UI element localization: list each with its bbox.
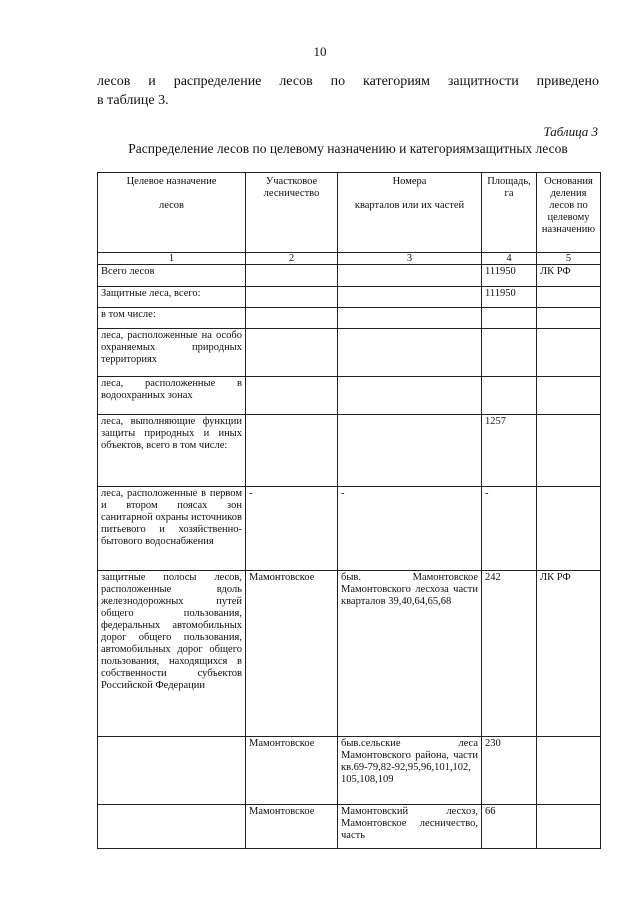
cell-district: Мамонтовское (246, 571, 338, 737)
cell-basis (537, 308, 601, 329)
cell-area: 111950 (482, 265, 537, 287)
header-area: Площадь, га (482, 173, 537, 253)
cell-purpose: Защитные леса, всего: (98, 287, 246, 308)
cell-district (246, 329, 338, 377)
table-caption: Таблица 3 (543, 124, 598, 139)
table-header-row (98, 173, 601, 253)
cell-purpose (98, 805, 246, 849)
table-row (98, 329, 601, 377)
cell-district (246, 265, 338, 287)
table-row (98, 415, 601, 487)
cell-purpose: защитные полосы лесов, расположенные вдоль железнодорожных путей общего пользования, федеральных автомобильных дорог общего пользования, автомобильных дорог общего пользования, находящихся в собственности субъектов Российской Федерации (98, 571, 246, 737)
cell-quarters: Мамонтовский лесхоз, Мамонтовское лесничество, часть (338, 805, 482, 849)
cell-basis (537, 487, 601, 571)
cell-district: Мамонтовское (246, 805, 338, 849)
forest-distribution-table (97, 172, 601, 849)
cell-basis (537, 805, 601, 849)
table-row (98, 737, 601, 805)
table-row (98, 805, 601, 849)
cell-quarters (338, 287, 482, 308)
cell-basis (537, 377, 601, 415)
cell-purpose: леса, расположенные в водоохранных зонах (98, 377, 246, 415)
cell-area: 230 (482, 737, 537, 805)
cell-purpose (98, 737, 246, 805)
cell-basis (537, 329, 601, 377)
cell-quarters: быв.сельские леса Мамонтовского района, части кв.69-79,82-92,95,96,101,102, 105,108,109 (338, 737, 482, 805)
cell-district (246, 308, 338, 329)
cell-quarters: - (338, 487, 482, 571)
cell-basis: ЛК РФ (537, 571, 601, 737)
table-row (98, 287, 601, 308)
col-number: 3 (338, 253, 482, 265)
cell-quarters: быв. Мамонтовское Мамонтовского лесхоза части кварталов 39,40,64,65,68 (338, 571, 482, 737)
table-row (98, 308, 601, 329)
cell-quarters (338, 329, 482, 377)
cell-district: - (246, 487, 338, 571)
col-number: 4 (482, 253, 537, 265)
cell-quarters (338, 265, 482, 287)
col-number: 5 (537, 253, 601, 265)
cell-basis: ЛК РФ (537, 265, 601, 287)
cell-purpose: Всего лесов (98, 265, 246, 287)
cell-area (482, 329, 537, 377)
header-district: Участковое лесничество (246, 173, 338, 253)
table-row (98, 487, 601, 571)
cell-area: - (482, 487, 537, 571)
cell-basis (537, 287, 601, 308)
table-row (98, 571, 601, 737)
col-number: 2 (246, 253, 338, 265)
header-purpose: Целевое назначение лесов (98, 173, 246, 253)
page-number: 10 (313, 44, 327, 59)
intro-paragraph (97, 72, 599, 110)
intro-line-2: в таблице 3. (97, 93, 169, 108)
cell-basis (537, 415, 601, 487)
cell-quarters (338, 377, 482, 415)
cell-purpose: леса, расположенные в первом и втором поясах зон санитарной охраны источников питьевого и хозяйственно-бытового водоснабжения (98, 487, 246, 571)
cell-area: 111950 (482, 287, 537, 308)
cell-area: 1257 (482, 415, 537, 487)
intro-line-1: лесов и распределение лесов по категориям защитности приведено (97, 74, 599, 89)
cell-district (246, 287, 338, 308)
cell-basis (537, 737, 601, 805)
table-row (98, 265, 601, 287)
cell-district: Мамонтовское (246, 737, 338, 805)
table-title: Распределение лесов по целевому назначению и категориямзащитных лесов (128, 141, 568, 156)
cell-quarters (338, 308, 482, 329)
header-basis: Основания деления лесов по целевому назначению (537, 173, 601, 253)
cell-purpose: леса, выполняющие функции защиты природных и иных объектов, всего в том числе: (98, 415, 246, 487)
column-number-row (98, 253, 601, 265)
cell-district (246, 377, 338, 415)
cell-purpose: в том числе: (98, 308, 246, 329)
cell-purpose: леса, расположенные на особо охраняемых природных территориях (98, 329, 246, 377)
header-quarters: Номера кварталов или их частей (338, 173, 482, 253)
cell-area: 66 (482, 805, 537, 849)
col-number: 1 (98, 253, 246, 265)
table-row (98, 377, 601, 415)
cell-quarters (338, 415, 482, 487)
cell-area (482, 308, 537, 329)
cell-area (482, 377, 537, 415)
cell-area: 242 (482, 571, 537, 737)
cell-district (246, 415, 338, 487)
